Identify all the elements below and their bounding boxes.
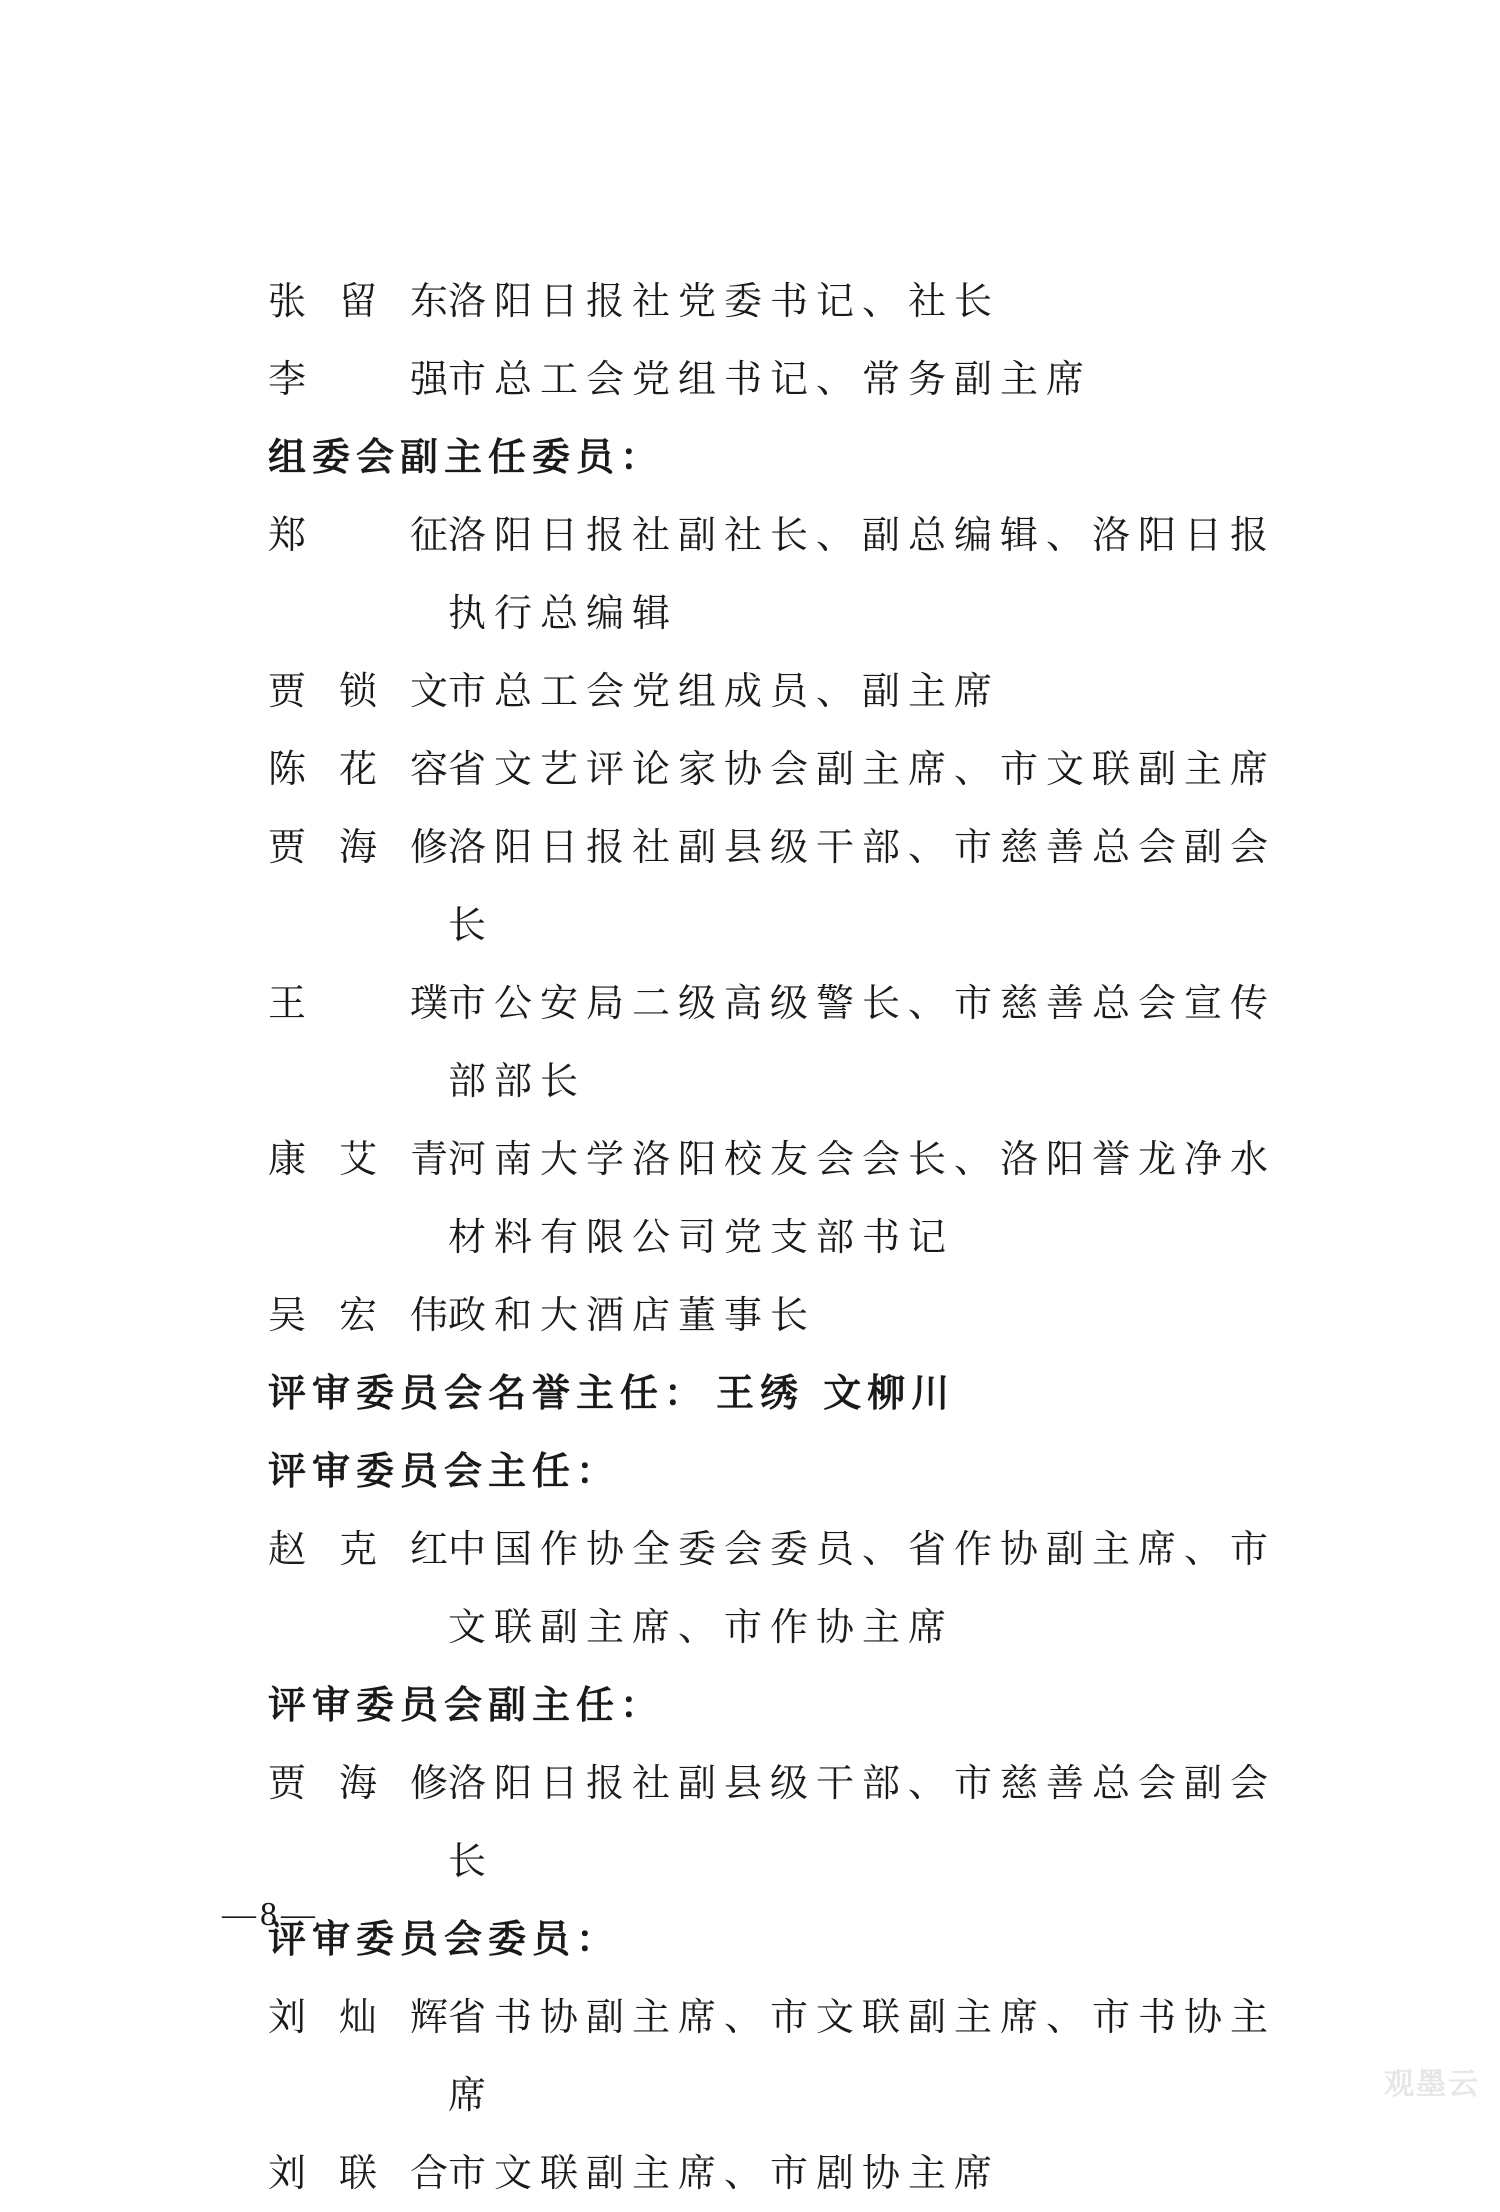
member-title: 洛阳日报社副社长、副总编辑、洛阳日报执行总编辑 — [448, 513, 1277, 635]
member-name: 王 璞 — [268, 981, 448, 1025]
member-title: 省书协副主席、市文联副主席、市书协主席 — [448, 1995, 1277, 2117]
member-entry — [268, 808, 1308, 964]
member-entry — [268, 1120, 1308, 1276]
member-title: 中国作协全委会委员、省作协副主席、市文联副主席、市作协主席 — [448, 1527, 1277, 1649]
member-title: 河南大学洛阳校友会会长、洛阳誉龙净水材料有限公司党支部书记 — [448, 1137, 1277, 1259]
document-body — [268, 262, 1308, 2212]
member-entry — [268, 1276, 1308, 1354]
member-name: 李 强 — [268, 357, 448, 401]
section-heading — [268, 1666, 1308, 1744]
member-entry — [268, 340, 1308, 418]
member-entry — [268, 1744, 1308, 1900]
section-heading-text: 评审委员会副主任： — [268, 1683, 665, 1727]
member-entry — [268, 262, 1308, 340]
member-name: 陈 花 容 — [268, 747, 448, 791]
section-heading — [268, 1432, 1308, 1510]
member-name: 康 艾 青 — [268, 1137, 448, 1181]
member-title: 洛阳日报社党委书记、社长 — [448, 279, 1001, 323]
member-name: 张 留 东 — [268, 279, 448, 323]
section-heading-text: 评审委员会主任： — [268, 1449, 621, 1493]
member-entry — [268, 496, 1308, 652]
member-title: 市文联副主席、市剧协主席 — [448, 2151, 1001, 2195]
section-heading-text: 评审委员会委员： — [268, 1917, 621, 1961]
member-title: 市总工会党组书记、常务副主席 — [448, 357, 1093, 401]
member-name: 郑 征 — [268, 513, 448, 557]
member-entry — [268, 730, 1308, 808]
member-entry — [268, 652, 1308, 730]
section-heading-text: 组委会副主任委员： — [268, 435, 665, 479]
member-title: 市公安局二级高级警长、市慈善总会宣传部部长 — [448, 981, 1277, 1103]
member-title: 洛阳日报社副县级干部、市慈善总会副会长 — [448, 825, 1277, 947]
watermark-logo: 观墨云 — [1384, 2067, 1480, 2102]
member-title: 洛阳日报社副县级干部、市慈善总会副会长 — [448, 1761, 1277, 1883]
section-heading — [268, 1354, 1308, 1432]
member-name: 赵 克 红 — [268, 1527, 448, 1571]
page-number: —8— — [222, 1896, 319, 1933]
member-name: 吴 宏 伟 — [268, 1293, 448, 1337]
member-name: 刘 联 合 — [268, 2151, 448, 2195]
member-entry — [268, 1510, 1308, 1666]
section-heading-text: 评审委员会名誉主任： — [268, 1371, 709, 1415]
member-name: 贾 锁 文 — [268, 669, 448, 713]
section-heading-names: 王绣 文柳川 — [716, 1371, 956, 1415]
member-entry — [268, 2134, 1308, 2212]
member-name: 贾 海 修 — [268, 1761, 448, 1805]
member-entry — [268, 964, 1308, 1120]
member-name: 贾 海 修 — [268, 825, 448, 869]
member-title: 政和大酒店董事长 — [448, 1293, 817, 1337]
member-name: 刘 灿 辉 — [268, 1995, 448, 2039]
section-heading — [268, 418, 1308, 496]
member-entry — [268, 1978, 1308, 2134]
member-title: 市总工会党组成员、副主席 — [448, 669, 1001, 713]
member-title: 省文艺评论家协会副主席、市文联副主席 — [448, 747, 1277, 791]
section-heading — [268, 1900, 1308, 1978]
